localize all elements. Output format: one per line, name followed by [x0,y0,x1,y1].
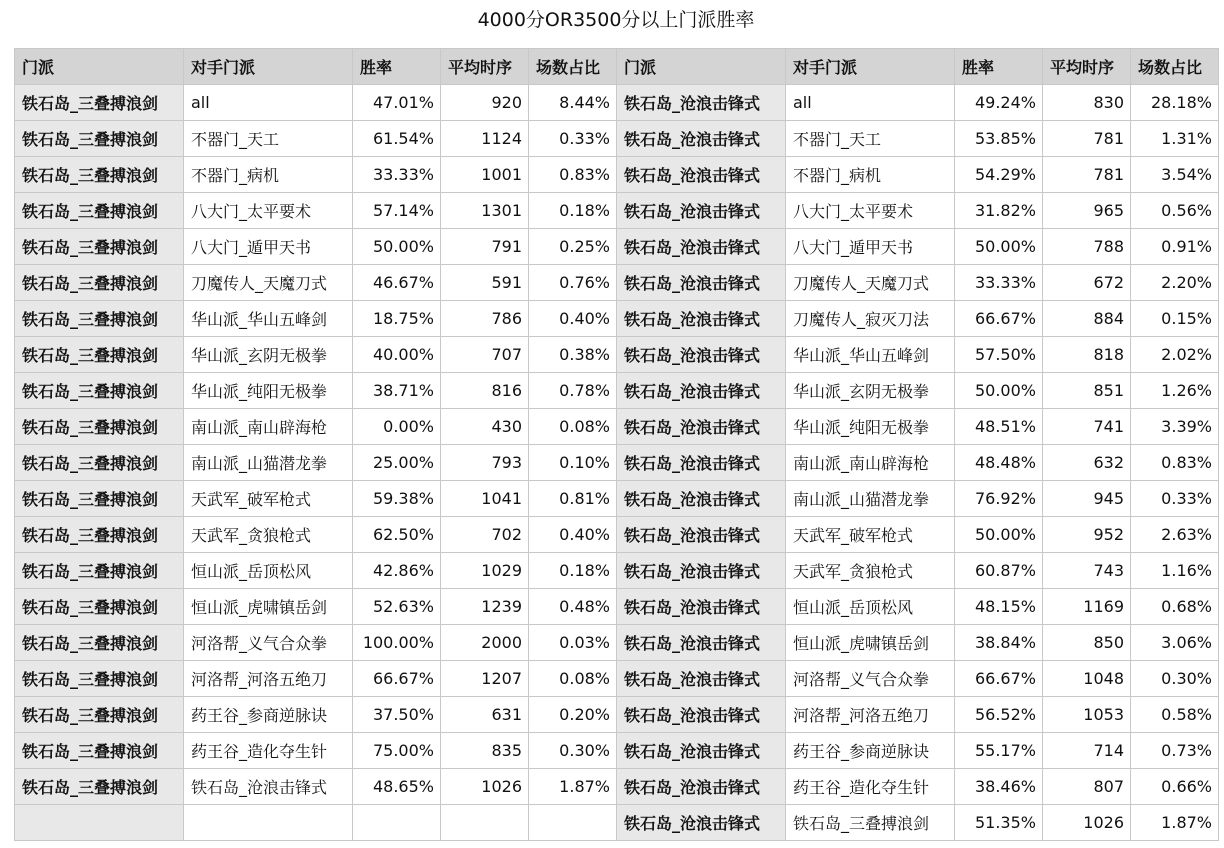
match-share-cell[interactable]: 0.68% [1131,589,1219,625]
avg-timing-cell[interactable]: 591 [441,265,529,301]
table-row [15,85,1219,121]
winrate-cell[interactable]: 50.00% [955,373,1043,409]
avg-timing-cell[interactable]: 430 [441,409,529,445]
winrate-cell[interactable]: 31.82% [955,193,1043,229]
winrate-cell[interactable]: 38.71% [353,373,441,409]
sect-cell[interactable]: 铁石岛_沧浪击锋式 [617,337,786,373]
winrate-cell[interactable]: 76.92% [955,481,1043,517]
avg-timing-cell[interactable]: 781 [1043,121,1131,157]
sect-cell[interactable]: 铁石岛_三叠搏浪剑 [15,265,184,301]
winrate-cell[interactable]: 38.46% [955,769,1043,805]
table-row [15,409,1219,445]
match-share-cell[interactable]: 0.30% [529,733,617,769]
match-share-cell[interactable]: 0.76% [529,265,617,301]
winrate-cell[interactable]: 48.15% [955,589,1043,625]
sect-cell[interactable]: 铁石岛_沧浪击锋式 [617,769,786,805]
sect-cell[interactable]: 铁石岛_三叠搏浪剑 [15,157,184,193]
header-cell[interactable]: 平均时序 [441,49,529,85]
sect-cell[interactable]: 铁石岛_沧浪击锋式 [617,373,786,409]
opponent-cell[interactable]: 天武军_贪狼枪式 [184,517,353,553]
sheet-title: 4000分OR3500分以上门派胜率 [477,9,755,31]
winrate-cell[interactable] [353,805,441,841]
winrate-cell[interactable]: 54.29% [955,157,1043,193]
match-share-cell[interactable]: 3.06% [1131,625,1219,661]
opponent-cell[interactable]: 八大门_遁甲天书 [786,229,955,265]
match-share-cell[interactable]: 0.83% [1131,445,1219,481]
opponent-cell[interactable] [184,805,353,841]
match-share-cell[interactable]: 1.31% [1131,121,1219,157]
winrate-cell[interactable]: 33.33% [955,265,1043,301]
avg-timing-cell[interactable]: 702 [441,517,529,553]
avg-timing-cell[interactable]: 672 [1043,265,1131,301]
match-share-cell[interactable]: 3.54% [1131,157,1219,193]
table-row [15,301,1219,337]
sect-cell[interactable]: 铁石岛_三叠搏浪剑 [15,373,184,409]
winrate-cell[interactable]: 50.00% [955,229,1043,265]
sect-cell[interactable]: 铁石岛_沧浪击锋式 [617,517,786,553]
winrate-cell[interactable]: 57.50% [955,337,1043,373]
table-row [15,445,1219,481]
avg-timing-cell[interactable]: 807 [1043,769,1131,805]
winrate-cell[interactable]: 40.00% [353,337,441,373]
sect-cell[interactable] [15,805,184,841]
table-row [15,769,1219,805]
header-cell[interactable]: 对手门派 [786,49,955,85]
avg-timing-cell[interactable]: 707 [441,337,529,373]
opponent-cell[interactable]: 南山派_南山辟海枪 [786,445,955,481]
sect-cell[interactable]: 铁石岛_沧浪击锋式 [617,409,786,445]
winrate-cell[interactable]: 48.65% [353,769,441,805]
winrate-cell[interactable]: 48.51% [955,409,1043,445]
avg-timing-cell[interactable]: 1029 [441,553,529,589]
avg-timing-cell[interactable]: 788 [1043,229,1131,265]
opponent-cell[interactable]: 不器门_病机 [184,157,353,193]
winrate-cell[interactable]: 52.63% [353,589,441,625]
header-cell[interactable]: 平均时序 [1043,49,1131,85]
sect-cell[interactable]: 铁石岛_三叠搏浪剑 [15,517,184,553]
avg-timing-cell[interactable]: 743 [1043,553,1131,589]
avg-timing-cell[interactable]: 1169 [1043,589,1131,625]
sect-cell[interactable]: 铁石岛_三叠搏浪剑 [15,769,184,805]
table-row [15,733,1219,769]
avg-timing-cell[interactable]: 632 [1043,445,1131,481]
opponent-cell[interactable]: 药王谷_参商逆脉诀 [786,733,955,769]
header-row [15,49,1219,85]
opponent-cell[interactable]: 八大门_遁甲天书 [184,229,353,265]
sect-cell[interactable]: 铁石岛_沧浪击锋式 [617,157,786,193]
match-share-cell[interactable]: 1.16% [1131,553,1219,589]
winrate-cell[interactable]: 42.86% [353,553,441,589]
match-share-cell[interactable]: 0.08% [529,409,617,445]
table-row [15,589,1219,625]
sect-cell[interactable]: 铁石岛_沧浪击锋式 [617,589,786,625]
match-share-cell[interactable]: 0.03% [529,625,617,661]
avg-timing-cell[interactable]: 1239 [441,589,529,625]
sect-cell[interactable]: 铁石岛_沧浪击锋式 [617,265,786,301]
header-cell[interactable]: 门派 [617,49,786,85]
table-row [15,265,1219,301]
opponent-cell[interactable]: 恒山派_虎啸镇岳剑 [786,625,955,661]
sect-cell[interactable]: 铁石岛_三叠搏浪剑 [15,337,184,373]
avg-timing-cell[interactable]: 850 [1043,625,1131,661]
avg-timing-cell[interactable]: 884 [1043,301,1131,337]
table-row [15,373,1219,409]
match-share-cell[interactable]: 1.26% [1131,373,1219,409]
match-share-cell[interactable]: 0.40% [529,517,617,553]
avg-timing-cell[interactable]: 1207 [441,661,529,697]
match-share-cell[interactable]: 0.20% [529,697,617,733]
header-cell[interactable]: 对手门派 [184,49,353,85]
opponent-cell[interactable]: 恒山派_岳顶松风 [786,589,955,625]
sect-cell[interactable]: 铁石岛_沧浪击锋式 [617,85,786,121]
opponent-cell[interactable]: 刀魔传人_寂灭刀法 [786,301,955,337]
winrate-cell[interactable]: 46.67% [353,265,441,301]
match-share-cell[interactable] [529,805,617,841]
opponent-cell[interactable]: 华山派_玄阴无极拳 [184,337,353,373]
table-row [15,157,1219,193]
avg-timing-cell[interactable]: 714 [1043,733,1131,769]
sect-cell[interactable]: 铁石岛_三叠搏浪剑 [15,589,184,625]
opponent-cell[interactable]: 不器门_天工 [786,121,955,157]
sect-cell[interactable]: 铁石岛_沧浪击锋式 [617,229,786,265]
opponent-cell[interactable]: 不器门_病机 [786,157,955,193]
winrate-cell[interactable]: 57.14% [353,193,441,229]
avg-timing-cell[interactable]: 631 [441,697,529,733]
match-share-cell[interactable]: 0.83% [529,157,617,193]
winrate-cell[interactable]: 48.48% [955,445,1043,481]
match-share-cell[interactable]: 8.44% [529,85,617,121]
sect-cell[interactable]: 铁石岛_三叠搏浪剑 [15,229,184,265]
opponent-cell[interactable]: 河洛帮_河洛五绝刀 [786,697,955,733]
match-share-cell[interactable]: 1.87% [529,769,617,805]
opponent-cell[interactable]: 药王谷_参商逆脉诀 [184,697,353,733]
opponent-cell[interactable]: 铁石岛_三叠搏浪剑 [786,805,955,841]
avg-timing-cell[interactable]: 851 [1043,373,1131,409]
winrate-cell[interactable]: 51.35% [955,805,1043,841]
sect-cell[interactable]: 铁石岛_三叠搏浪剑 [15,409,184,445]
match-share-cell[interactable]: 0.58% [1131,697,1219,733]
winrate-cell[interactable]: 59.38% [353,481,441,517]
opponent-cell[interactable]: 不器门_天工 [184,121,353,157]
sect-cell[interactable]: 铁石岛_三叠搏浪剑 [15,733,184,769]
opponent-cell[interactable]: 天武军_贪狼枪式 [786,553,955,589]
opponent-cell[interactable]: 药王谷_造化夺生针 [184,733,353,769]
sect-cell[interactable]: 铁石岛_三叠搏浪剑 [15,661,184,697]
winrate-cell[interactable]: 56.52% [955,697,1043,733]
match-share-cell[interactable]: 2.02% [1131,337,1219,373]
match-share-cell[interactable]: 0.73% [1131,733,1219,769]
avg-timing-cell[interactable]: 835 [441,733,529,769]
table-row [15,229,1219,265]
winrate-cell[interactable]: 100.00% [353,625,441,661]
table-row [15,661,1219,697]
opponent-cell[interactable]: 华山派_华山五峰剑 [184,301,353,337]
header-cell[interactable]: 门派 [15,49,184,85]
sect-cell[interactable]: 铁石岛_沧浪击锋式 [617,445,786,481]
winrate-cell[interactable]: 60.87% [955,553,1043,589]
opponent-cell[interactable]: 华山派_纯阳无极拳 [184,373,353,409]
sect-cell[interactable]: 铁石岛_沧浪击锋式 [617,805,786,841]
sect-cell[interactable]: 铁石岛_沧浪击锋式 [617,661,786,697]
table-row [15,121,1219,157]
sect-cell[interactable]: 铁石岛_三叠搏浪剑 [15,445,184,481]
match-share-cell[interactable]: 0.48% [529,589,617,625]
sect-cell[interactable]: 铁石岛_三叠搏浪剑 [15,301,184,337]
table-row [15,337,1219,373]
sect-cell[interactable]: 铁石岛_三叠搏浪剑 [15,697,184,733]
avg-timing-cell[interactable]: 1048 [1043,661,1131,697]
opponent-cell[interactable]: 南山派_山猫潜龙拳 [786,481,955,517]
opponent-cell[interactable]: all [184,85,353,121]
match-share-cell[interactable]: 0.15% [1131,301,1219,337]
opponent-cell[interactable]: 药王谷_造化夺生针 [786,769,955,805]
opponent-cell[interactable]: 恒山派_虎啸镇岳剑 [184,589,353,625]
avg-timing-cell[interactable]: 793 [441,445,529,481]
winrate-table [14,48,1219,841]
winrate-cell[interactable]: 53.85% [955,121,1043,157]
match-share-cell[interactable]: 0.78% [529,373,617,409]
opponent-cell[interactable]: 华山派_华山五峰剑 [786,337,955,373]
opponent-cell[interactable]: 华山派_玄阴无极拳 [786,373,955,409]
winrate-cell[interactable]: 50.00% [353,229,441,265]
avg-timing-cell[interactable]: 818 [1043,337,1131,373]
opponent-cell[interactable]: 河洛帮_河洛五绝刀 [184,661,353,697]
sect-cell[interactable]: 铁石岛_沧浪击锋式 [617,553,786,589]
match-share-cell[interactable]: 0.33% [529,121,617,157]
opponent-cell[interactable]: 天武军_破军枪式 [184,481,353,517]
opponent-cell[interactable]: 八大门_太平要术 [786,193,955,229]
winrate-cell[interactable]: 38.84% [955,625,1043,661]
avg-timing-cell[interactable] [441,805,529,841]
table-row [15,805,1219,841]
match-share-cell[interactable]: 0.38% [529,337,617,373]
opponent-cell[interactable]: 南山派_山猫潜龙拳 [184,445,353,481]
opponent-cell[interactable]: 南山派_南山辟海枪 [184,409,353,445]
table-row [15,697,1219,733]
winrate-cell[interactable]: 75.00% [353,733,441,769]
winrate-cell[interactable]: 49.24% [955,85,1043,121]
table-row [15,481,1219,517]
match-share-cell[interactable]: 0.18% [529,193,617,229]
match-share-cell[interactable]: 0.33% [1131,481,1219,517]
winrate-cell[interactable]: 37.50% [353,697,441,733]
opponent-cell[interactable]: 河洛帮_义气合众拳 [786,661,955,697]
avg-timing-cell[interactable]: 741 [1043,409,1131,445]
opponent-cell[interactable]: 恒山派_岳顶松风 [184,553,353,589]
sect-cell[interactable]: 铁石岛_三叠搏浪剑 [15,481,184,517]
winrate-cell[interactable]: 25.00% [353,445,441,481]
avg-timing-cell[interactable]: 2000 [441,625,529,661]
sect-cell[interactable]: 铁石岛_三叠搏浪剑 [15,193,184,229]
sect-cell[interactable]: 铁石岛_沧浪击锋式 [617,625,786,661]
avg-timing-cell[interactable]: 781 [1043,157,1131,193]
avg-timing-cell[interactable]: 1026 [1043,805,1131,841]
match-share-cell[interactable]: 0.66% [1131,769,1219,805]
avg-timing-cell[interactable]: 786 [441,301,529,337]
opponent-cell[interactable]: all [786,85,955,121]
sect-cell[interactable]: 铁石岛_沧浪击锋式 [617,481,786,517]
match-share-cell[interactable]: 0.91% [1131,229,1219,265]
sect-cell[interactable]: 铁石岛_三叠搏浪剑 [15,625,184,661]
winrate-cell[interactable]: 55.17% [955,733,1043,769]
avg-timing-cell[interactable]: 1001 [441,157,529,193]
avg-timing-cell[interactable]: 945 [1043,481,1131,517]
avg-timing-cell[interactable]: 1053 [1043,697,1131,733]
match-share-cell[interactable]: 2.63% [1131,517,1219,553]
opponent-cell[interactable]: 铁石岛_沧浪击锋式 [184,769,353,805]
opponent-cell[interactable]: 刀魔传人_天魔刀式 [184,265,353,301]
sect-cell[interactable]: 铁石岛_三叠搏浪剑 [15,85,184,121]
avg-timing-cell[interactable]: 816 [441,373,529,409]
winrate-cell[interactable]: 33.33% [353,157,441,193]
sect-cell[interactable]: 铁石岛_沧浪击锋式 [617,301,786,337]
match-share-cell[interactable]: 0.56% [1131,193,1219,229]
opponent-cell[interactable]: 河洛帮_义气合众拳 [184,625,353,661]
winrate-cell[interactable]: 66.67% [955,661,1043,697]
winrate-cell[interactable]: 50.00% [955,517,1043,553]
table-row [15,625,1219,661]
sect-cell[interactable]: 铁石岛_沧浪击锋式 [617,121,786,157]
header-cell[interactable]: 胜率 [955,49,1043,85]
table-row [15,553,1219,589]
winrate-cell[interactable]: 47.01% [353,85,441,121]
sect-cell[interactable]: 铁石岛_沧浪击锋式 [617,697,786,733]
sect-cell[interactable]: 铁石岛_三叠搏浪剑 [15,121,184,157]
match-share-cell[interactable]: 2.20% [1131,265,1219,301]
sect-cell[interactable]: 铁石岛_沧浪击锋式 [617,733,786,769]
avg-timing-cell[interactable]: 965 [1043,193,1131,229]
avg-timing-cell[interactable]: 791 [441,229,529,265]
winrate-cell[interactable]: 18.75% [353,301,441,337]
avg-timing-cell[interactable]: 1026 [441,769,529,805]
match-share-cell[interactable]: 28.18% [1131,85,1219,121]
avg-timing-cell[interactable]: 920 [441,85,529,121]
header-cell[interactable]: 场数占比 [1131,49,1219,85]
match-share-cell[interactable]: 0.18% [529,553,617,589]
opponent-cell[interactable]: 天武军_破军枪式 [786,517,955,553]
header-cell[interactable]: 胜率 [353,49,441,85]
header-cell[interactable]: 场数占比 [529,49,617,85]
avg-timing-cell[interactable]: 952 [1043,517,1131,553]
avg-timing-cell[interactable]: 1041 [441,481,529,517]
winrate-cell[interactable]: 62.50% [353,517,441,553]
opponent-cell[interactable]: 刀魔传人_天魔刀式 [786,265,955,301]
winrate-cell[interactable]: 61.54% [353,121,441,157]
match-share-cell[interactable]: 3.39% [1131,409,1219,445]
match-share-cell[interactable]: 0.30% [1131,661,1219,697]
match-share-cell[interactable]: 0.81% [529,481,617,517]
winrate-cell[interactable]: 0.00% [353,409,441,445]
winrate-cell[interactable]: 66.67% [353,661,441,697]
sect-cell[interactable]: 铁石岛_沧浪击锋式 [617,193,786,229]
match-share-cell[interactable]: 0.25% [529,229,617,265]
opponent-cell[interactable]: 华山派_纯阳无极拳 [786,409,955,445]
match-share-cell[interactable]: 0.10% [529,445,617,481]
match-share-cell[interactable]: 0.08% [529,661,617,697]
avg-timing-cell[interactable]: 1124 [441,121,529,157]
sect-cell[interactable]: 铁石岛_三叠搏浪剑 [15,553,184,589]
table-row [15,517,1219,553]
avg-timing-cell[interactable]: 830 [1043,85,1131,121]
avg-timing-cell[interactable]: 1301 [441,193,529,229]
match-share-cell[interactable]: 1.87% [1131,805,1219,841]
match-share-cell[interactable]: 0.40% [529,301,617,337]
winrate-cell[interactable]: 66.67% [955,301,1043,337]
table-row [15,193,1219,229]
opponent-cell[interactable]: 八大门_太平要术 [184,193,353,229]
